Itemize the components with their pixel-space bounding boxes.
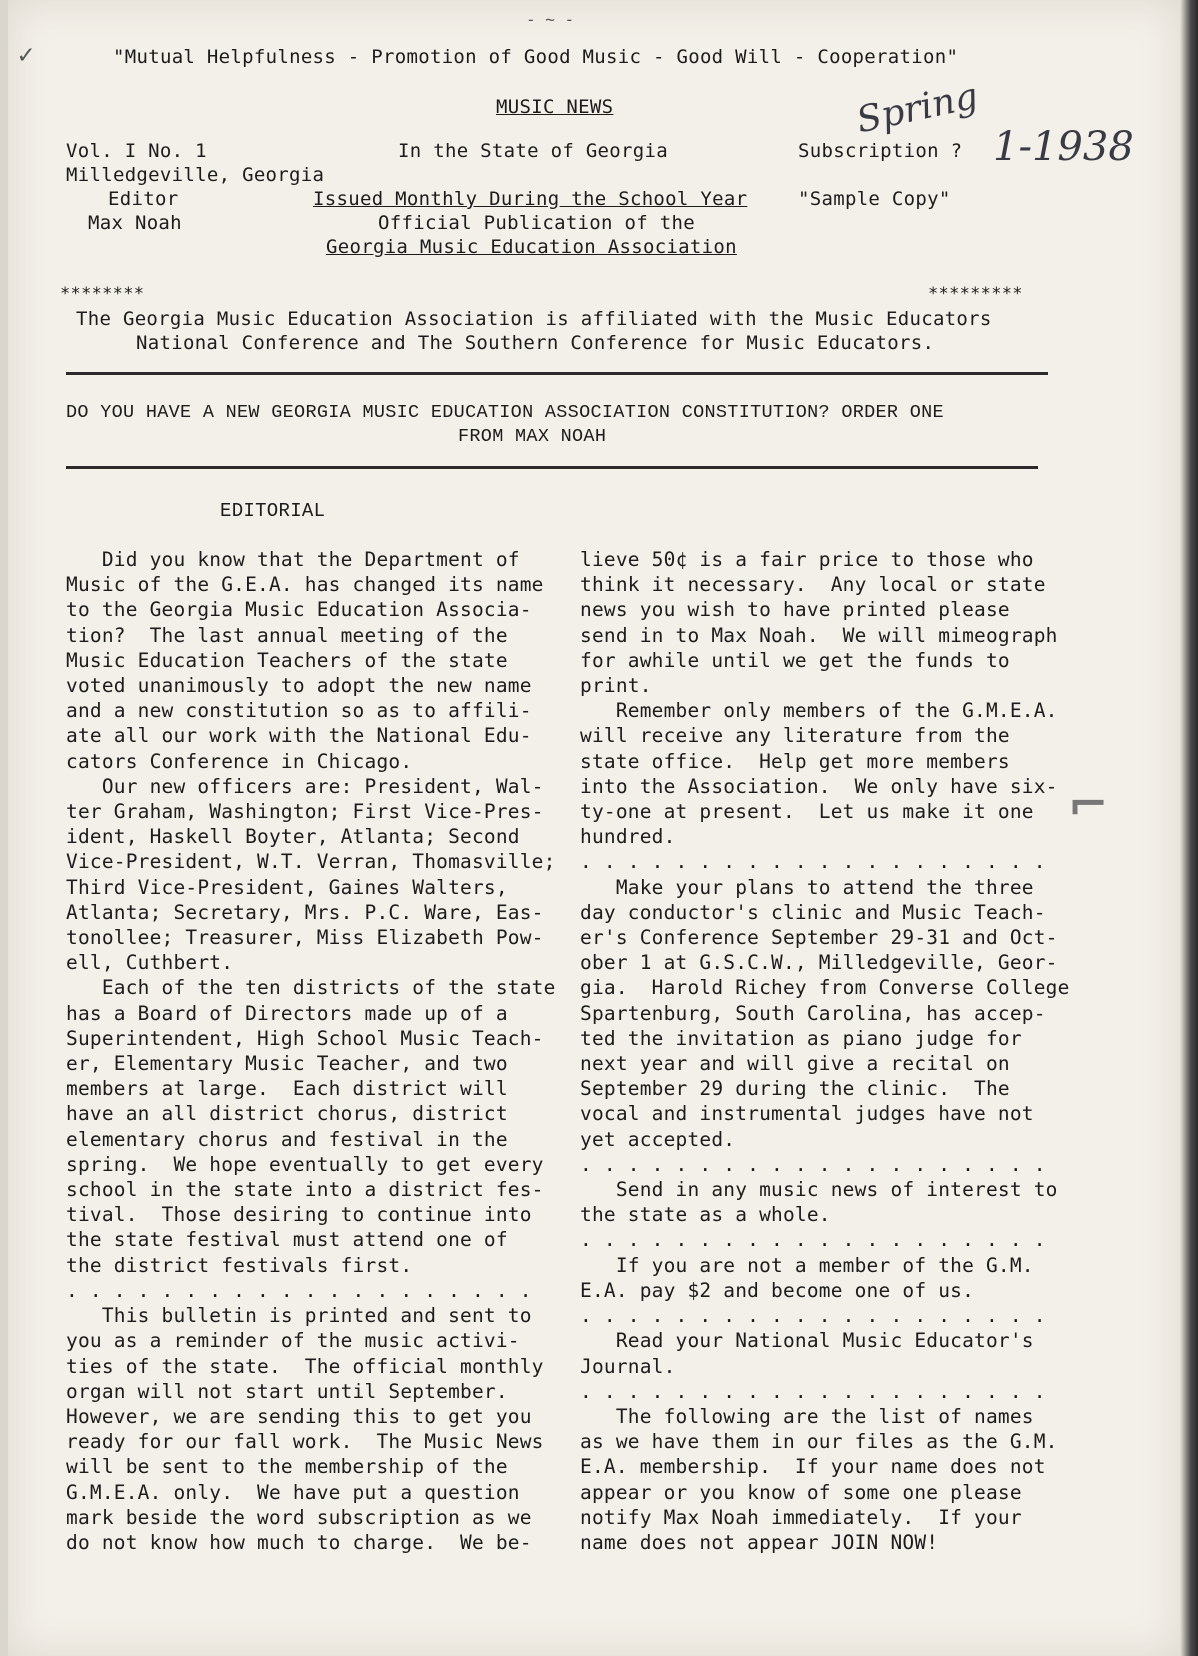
column-line: vocal and instrumental judges have not	[580, 1102, 1034, 1126]
editor-label: Editor	[108, 188, 179, 210]
column-line: ty-one at present. Let us make it one	[580, 800, 1034, 824]
dotted-separator: . . . . . . . . . . . . . . . . . . . .	[580, 1304, 1046, 1328]
handwritten-year: 1-1938	[993, 124, 1134, 170]
column-line: cators Conference in Chicago.	[66, 749, 413, 773]
binder-edge	[1180, 0, 1198, 1656]
stars-left: ********	[60, 284, 145, 304]
newsletter-page	[8, 0, 1180, 1656]
column-line: er, Elementary Music Teacher, and two	[66, 1052, 508, 1076]
column-line: gia. Harold Richey from Converse College	[580, 976, 1070, 1000]
column-line: notify Max Noah immediately. If your	[580, 1505, 1022, 1529]
column-line: The following are the list of names	[580, 1404, 1034, 1428]
column-line: Music Education Teachers of the state	[66, 648, 508, 672]
column-line: you as a reminder of the music activi-	[66, 1329, 520, 1353]
publication-location: Milledgeville, Georgia	[66, 164, 325, 186]
column-line: news you wish to have printed please	[580, 598, 1010, 622]
column-line: into the Association. We only have six-	[580, 774, 1058, 798]
column-line: er's Conference September 29-31 and Oct-	[580, 926, 1058, 950]
column-line: E.A. membership. If your name does not	[580, 1455, 1046, 1479]
dotted-separator: . . . . . . . . . . . . . . . . . . . .	[66, 1278, 532, 1302]
constitution-notice-line-1: DO YOU HAVE A NEW GEORGIA MUSIC EDUCATION ASSOCIATION CONSTITUTION? ORDER ONE	[66, 402, 944, 423]
column-line: school in the state into a district fes-	[66, 1178, 544, 1202]
column-line: If you are not a member of the G.M.	[580, 1253, 1034, 1277]
volume-number: Vol. I No. 1	[66, 140, 207, 162]
column-line: ident, Haskell Boyter, Atlanta; Second	[66, 825, 520, 849]
column-line: lieve 50¢ is a fair price to those who	[580, 548, 1034, 571]
column-line: send in to Max Noah. We will mimeograph	[580, 623, 1058, 647]
motto: "Mutual Helpfulness - Promotion of Good Music - Good Will - Cooperation"	[113, 46, 959, 68]
issued-line: Issued Monthly During the School Year	[313, 188, 748, 210]
column-line: for awhile until we get the funds to	[580, 648, 1010, 672]
column-line: Third Vice-President, Gaines Walters,	[66, 875, 508, 899]
column-line: think it necessary. Any local or state	[580, 573, 1046, 597]
pencil-mark: ⌐	[1070, 770, 1107, 840]
association-line: Georgia Music Education Association	[326, 236, 737, 258]
column-line: September 29 during the clinic. The	[580, 1077, 1010, 1101]
column-line: Remember only members of the G.M.E.A.	[580, 699, 1058, 723]
editorial-heading: EDITORIAL	[220, 500, 326, 522]
column-line: Journal.	[580, 1354, 676, 1378]
column-line: ell, Cuthbert.	[66, 951, 234, 975]
column-line: ate all our work with the National Edu-	[66, 724, 532, 748]
handwritten-season: Spring	[853, 75, 982, 142]
column-line: the state festival must attend one of	[66, 1228, 508, 1252]
dotted-separator: . . . . . . . . . . . . . . . . . . . .	[580, 850, 1046, 874]
column-line: appear or you know of some one please	[580, 1480, 1022, 1504]
column-line: organ will not start until September.	[66, 1379, 508, 1403]
column-line: Each of the ten districts of the state	[66, 976, 556, 1000]
column-line: G.M.E.A. only. We have put a question	[66, 1480, 520, 1504]
column-line: as we have them in our files as the G.M.	[580, 1430, 1058, 1454]
official-line: Official Publication of the	[378, 212, 695, 234]
constitution-notice-line-2: FROM MAX NOAH	[458, 426, 607, 447]
column-line: tonollee; Treasurer, Miss Elizabeth Pow-	[66, 926, 544, 950]
column-line: the district festivals first.	[66, 1253, 413, 1277]
column-line: ties of the state. The official monthly	[66, 1354, 544, 1378]
column-line: However, we are sending this to get you	[66, 1404, 532, 1428]
state-line: In the State of Georgia	[398, 140, 668, 162]
column-line: voted unanimously to adopt the new name	[66, 674, 532, 698]
column-line: Vice-President, W.T. Verran, Thomasville;	[66, 850, 556, 874]
column-line: has a Board of Directors made up of a	[66, 1001, 508, 1025]
stars-right: *********	[928, 284, 1023, 304]
column-line: the state as a whole.	[580, 1203, 831, 1227]
column-line: Did you know that the Department of	[66, 548, 520, 571]
column-line: yet accepted.	[580, 1127, 736, 1151]
column-line: print.	[580, 674, 652, 698]
column-line: members at large. Each district will	[66, 1077, 508, 1101]
column-line: Our new officers are: President, Wal-	[66, 774, 544, 798]
sample-copy-label: "Sample Copy"	[798, 188, 951, 210]
column-line: Atlanta; Secretary, Mrs. P.C. Ware, Eas-	[66, 900, 544, 924]
column-line: Music of the G.E.A. has changed its name	[66, 573, 544, 597]
dotted-separator: . . . . . . . . . . . . . . . . . . . .	[580, 1228, 1046, 1252]
column-line: This bulletin is printed and sent to	[66, 1304, 532, 1328]
dotted-separator: . . . . . . . . . . . . . . . . . . . .	[580, 1379, 1046, 1403]
column-line: will be sent to the membership of the	[66, 1455, 508, 1479]
divider	[66, 372, 1048, 375]
column-line: state office. Help get more members	[580, 749, 1010, 773]
column-line: will receive any literature from the	[580, 724, 1010, 748]
stray-mark: ✓	[18, 40, 34, 70]
column-line: and a new constitution so as to affili-	[66, 699, 532, 723]
editorial-right-column	[580, 547, 1070, 1555]
affiliation-line-1: The Georgia Music Education Association is affiliated with the Music Educators	[76, 308, 992, 330]
column-line: Read your National Music Educator's	[580, 1329, 1034, 1353]
column-line: ober 1 at G.S.C.W., Milledgeville, Geor-	[580, 951, 1058, 975]
column-line: Make your plans to attend the three	[580, 875, 1034, 899]
column-line: to the Georgia Music Education Associa-	[66, 598, 532, 622]
column-line: tion? The last annual meeting of the	[66, 623, 508, 647]
column-line: Superintendent, High School Music Teach-	[66, 1026, 544, 1050]
column-line: E.A. pay $2 and become one of us.	[580, 1278, 975, 1302]
column-line: have an all district chorus, district	[66, 1102, 508, 1126]
column-line: ready for our fall work. The Music News	[66, 1430, 544, 1454]
newsletter-title: MUSIC NEWS	[496, 96, 614, 118]
column-line: spring. We hope eventually to get every	[66, 1152, 544, 1176]
column-line: name does not appear JOIN NOW!	[580, 1530, 939, 1554]
column-line: day conductor's clinic and Music Teach-	[580, 900, 1046, 924]
divider	[66, 466, 1038, 469]
column-line: elementary chorus and festival in the	[66, 1127, 508, 1151]
dotted-separator: . . . . . . . . . . . . . . . . . . . .	[580, 1152, 1046, 1176]
column-line: tival. Those desiring to continue into	[66, 1203, 532, 1227]
column-line: do not know how much to charge. We be-	[66, 1530, 532, 1554]
subscription-label: Subscription ?	[798, 140, 963, 162]
column-line: ter Graham, Washington; First Vice-Pres-	[66, 800, 544, 824]
column-line: mark beside the word subscription as we	[66, 1505, 532, 1529]
column-line: next year and will give a recital on	[580, 1052, 1010, 1076]
editor-name: Max Noah	[88, 212, 182, 234]
affiliation-line-2: National Conference and The Southern Conference for Music Educators.	[136, 332, 935, 354]
column-line: Spartenburg, South Carolina, has accep-	[580, 1001, 1046, 1025]
column-line: Send in any music news of interest to	[580, 1178, 1058, 1202]
column-line: hundred.	[580, 825, 676, 849]
editorial-left-column	[66, 547, 556, 1555]
stray-mark: - ~ -	[526, 10, 575, 29]
column-line: ted the invitation as piano judge for	[580, 1026, 1022, 1050]
